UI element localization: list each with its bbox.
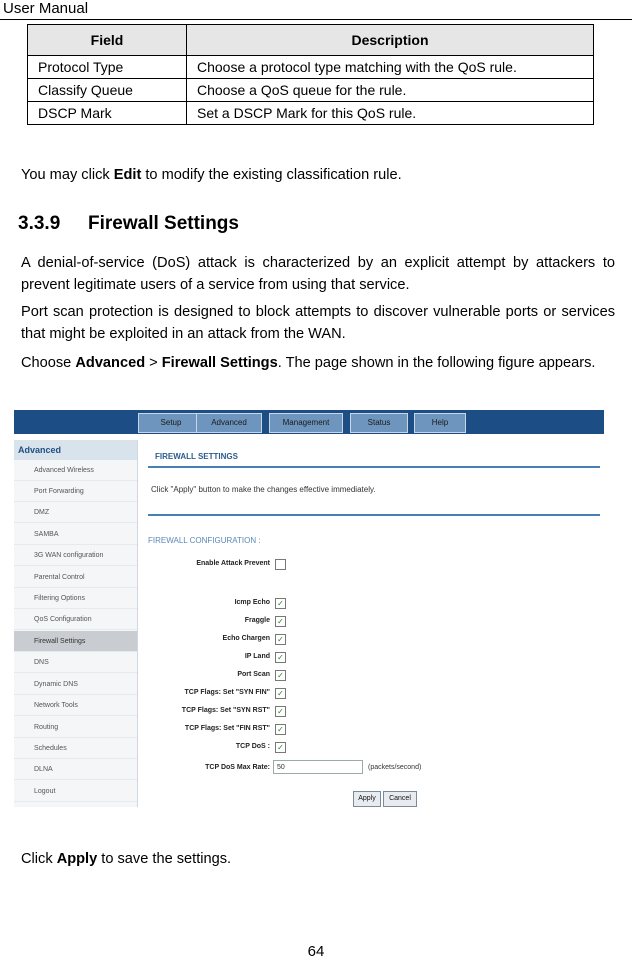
field-row bbox=[145, 721, 604, 737]
paragraph-portscan: Port scan protection is designed to block attempts to discover vulnerable ports or services that might be exploited in an attack from the WAN. bbox=[21, 304, 615, 342]
checkbox[interactable]: ✓ bbox=[275, 688, 286, 699]
apply-button[interactable]: Apply bbox=[353, 791, 381, 807]
page-number: 64 bbox=[307, 943, 325, 960]
firewall-panel bbox=[145, 440, 604, 807]
field-label: TCP DoS Max Rate: bbox=[205, 764, 270, 771]
checkbox[interactable]: ✓ bbox=[275, 706, 286, 717]
checkbox[interactable]: ✓ bbox=[275, 598, 286, 609]
checkbox[interactable] bbox=[275, 559, 286, 570]
section-title: Firewall Settings bbox=[88, 213, 239, 234]
edit-note-prefix: You may click bbox=[21, 167, 114, 183]
column-header: Description bbox=[187, 25, 594, 56]
rate-unit: (packets/second) bbox=[368, 764, 422, 771]
field-table bbox=[27, 24, 594, 125]
apply-keyword: Apply bbox=[56, 851, 98, 867]
router-screenshot bbox=[14, 410, 604, 807]
nav-firewall-settings: Firewall Settings bbox=[161, 355, 278, 371]
sidebar-item[interactable]: DMZ bbox=[14, 502, 137, 523]
field-row bbox=[145, 631, 604, 647]
sidebar-item[interactable]: Dynamic DNS bbox=[14, 674, 137, 695]
edit-note bbox=[21, 164, 402, 186]
router-top-nav bbox=[14, 410, 604, 434]
field-row bbox=[145, 703, 604, 719]
field-label: Fraggle bbox=[244, 617, 270, 624]
field-label: TCP Flags: Set "SYN RST" bbox=[181, 707, 270, 714]
sidebar-item[interactable]: Parental Control bbox=[14, 567, 137, 588]
field-row bbox=[145, 595, 604, 611]
apply-note-suffix: to save the settings. bbox=[97, 851, 232, 867]
field-row bbox=[145, 649, 604, 665]
sidebar-item[interactable]: Port Forwarding bbox=[14, 481, 137, 502]
nav-text-a: Choose bbox=[21, 355, 76, 371]
field-row bbox=[145, 613, 604, 629]
nav-text-c: > bbox=[145, 355, 162, 371]
apply-note bbox=[21, 848, 231, 870]
table-cell: Set a DSCP Mark for this QoS rule. bbox=[187, 102, 594, 125]
tab-advanced[interactable]: Advanced bbox=[196, 413, 262, 433]
page-header bbox=[0, 0, 632, 22]
checkbox[interactable]: ✓ bbox=[275, 616, 286, 627]
nav-text-d: . The page shown in the following figure appears. bbox=[277, 355, 596, 371]
table-cell: Choose a QoS queue for the rule. bbox=[187, 79, 594, 102]
header-rule bbox=[0, 19, 632, 20]
edit-keyword: Edit bbox=[113, 167, 142, 183]
column-header: Field bbox=[28, 25, 187, 56]
cancel-button[interactable]: Cancel bbox=[383, 791, 417, 807]
sidebar-item-active[interactable]: Firewall Settings bbox=[14, 631, 137, 652]
checkbox[interactable]: ✓ bbox=[275, 652, 286, 663]
header-title: User Manual bbox=[3, 0, 89, 17]
table-cell: Protocol Type bbox=[28, 56, 187, 79]
field-label: Echo Chargen bbox=[222, 635, 270, 642]
tab-status[interactable]: Status bbox=[350, 413, 408, 433]
panel-divider bbox=[148, 466, 600, 468]
router-sidebar bbox=[14, 440, 138, 807]
table-cell: DSCP Mark bbox=[28, 102, 187, 125]
rate-input[interactable]: 50 bbox=[273, 760, 363, 774]
field-label: TCP Flags: Set "SYN FIN" bbox=[184, 689, 270, 696]
field-row bbox=[145, 685, 604, 701]
checkbox[interactable]: ✓ bbox=[275, 670, 286, 681]
tab-help[interactable]: Help bbox=[414, 413, 466, 433]
edit-note-suffix: to modify the existing classification rule. bbox=[141, 167, 402, 183]
panel-divider bbox=[148, 514, 600, 516]
sidebar-item[interactable]: Schedules bbox=[14, 738, 137, 759]
checkbox[interactable]: ✓ bbox=[275, 724, 286, 735]
sidebar-item[interactable]: Network Tools bbox=[14, 695, 137, 716]
field-label: Port Scan bbox=[237, 671, 270, 678]
paragraph-dos: A denial-of-service (DoS) attack is characterized by an explicit attempt by attackers to prevent legitimate users of a service from using that service. bbox=[21, 255, 615, 293]
sidebar-item[interactable]: Filtering Options bbox=[14, 588, 137, 609]
nav-advanced: Advanced bbox=[75, 355, 146, 371]
sidebar-item[interactable]: DLNA bbox=[14, 759, 137, 780]
table-row bbox=[28, 79, 594, 102]
panel-title: FIREWALL SETTINGS bbox=[155, 452, 238, 461]
sidebar-item[interactable]: Advanced Wireless bbox=[14, 460, 137, 481]
table-header-row bbox=[28, 25, 594, 56]
apply-note-prefix: Click bbox=[21, 851, 57, 867]
checkbox[interactable]: ✓ bbox=[275, 634, 286, 645]
field-row bbox=[145, 739, 604, 755]
table-cell: Choose a protocol type matching with the QoS rule. bbox=[187, 56, 594, 79]
tab-setup[interactable]: Setup bbox=[138, 413, 204, 433]
table-row bbox=[28, 102, 594, 125]
field-row-rate bbox=[145, 760, 604, 776]
sidebar-item[interactable]: 3G WAN configuration bbox=[14, 545, 137, 566]
field-label: TCP Flags: Set "FIN RST" bbox=[184, 725, 270, 732]
field-label: Icmp Echo bbox=[234, 599, 270, 606]
table-cell: Classify Queue bbox=[28, 79, 187, 102]
field-label: IP Land bbox=[244, 653, 270, 660]
panel-description: Click "Apply" button to make the changes effective immediately. bbox=[151, 485, 376, 494]
tab-management[interactable]: Management bbox=[269, 413, 343, 433]
checkbox[interactable]: ✓ bbox=[275, 742, 286, 753]
table-row bbox=[28, 56, 594, 79]
config-title: FIREWALL CONFIGURATION : bbox=[148, 536, 261, 545]
sidebar-item[interactable]: Routing bbox=[14, 717, 137, 738]
sidebar-item[interactable]: SAMBA bbox=[14, 524, 137, 545]
sidebar-item[interactable]: QoS Configuration bbox=[14, 609, 137, 630]
field-row bbox=[145, 667, 604, 683]
field-label: TCP DoS : bbox=[235, 743, 270, 750]
sidebar-item[interactable]: Logout bbox=[14, 781, 137, 802]
section-heading bbox=[18, 213, 239, 235]
paragraph-navigation bbox=[21, 352, 615, 374]
section-number: 3.3.9 bbox=[18, 213, 61, 234]
field-label: Enable Attack Prevent bbox=[196, 560, 270, 567]
sidebar-item[interactable]: DNS bbox=[14, 652, 137, 673]
sidebar-title: Advanced bbox=[14, 440, 137, 460]
field-row bbox=[145, 556, 604, 572]
